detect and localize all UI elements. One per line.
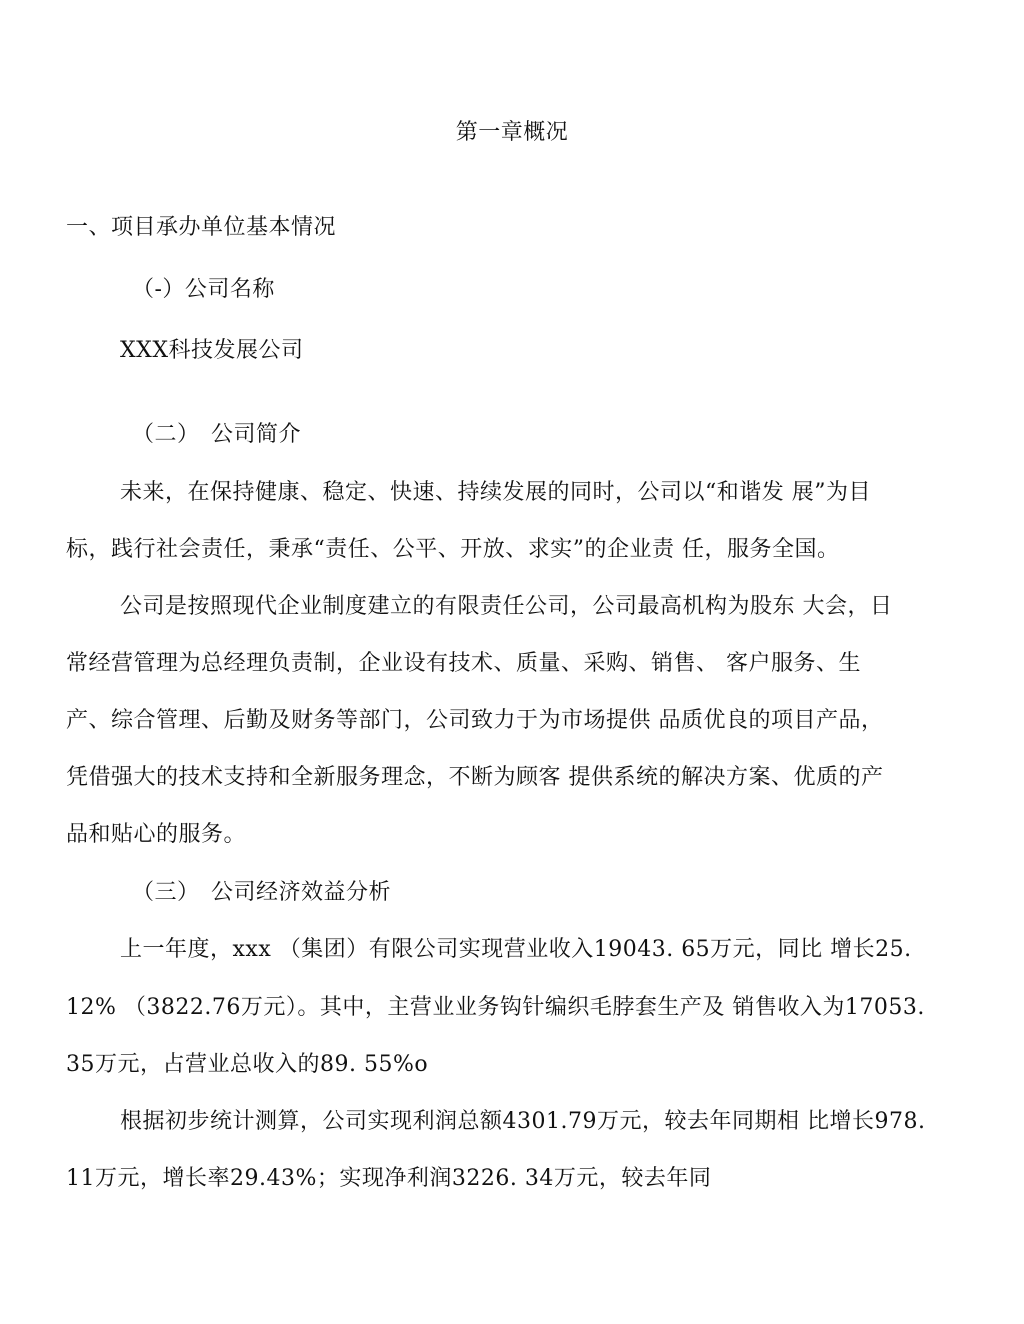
- paragraph-line: 常经营管理为总经理负责制，企业设有技术、质量、采购、销售、 客户服务、生: [66, 651, 861, 676]
- paragraph-line: 标，践行社会责任，秉承“责任、公平、开放、求实”的企业责 任，服务全国。: [66, 537, 840, 562]
- paragraph-line: 35万元，占营业总收入的89. 55%o: [66, 1052, 429, 1077]
- paragraph-line: 11万元，增长率29.43%；实现净利润3226. 34万元，较去年同: [66, 1166, 712, 1191]
- paragraph-line: 凭借强大的技术支持和全新服务理念，不断为顾客 提供系统的解决方案、优质的产: [66, 765, 884, 790]
- section-heading: 一、项目承办单位基本情况: [66, 215, 337, 240]
- subsection-heading-company-intro: （二） 公司简介: [132, 422, 302, 447]
- paragraph-line: 根据初步统计测算，公司实现利润总额4301.79万元，较去年同期相 比增长978.: [120, 1109, 926, 1134]
- company-name: XXX科技发展公司: [120, 338, 304, 363]
- paragraph-line: 公司是按照现代企业制度建立的有限责任公司，公司最高机构为股东 大会，日: [120, 594, 893, 619]
- paragraph-line: 产、综合管理、后勤及财务等部门，公司致力于为市场提供 品质优良的项目产品，: [66, 708, 884, 733]
- paragraph-line: 12% （3822.76万元）。其中，主营业业务钩针编织毛脖套生产及 销售收入为17053.: [66, 995, 925, 1020]
- paragraph-line: 上一年度，xxx （集团）有限公司实现营业收入19043. 65万元，同比 增长25.: [120, 937, 912, 962]
- chapter-title: 第一章概况: [455, 120, 569, 145]
- paragraph-line: 未来，在保持健康、稳定、快速、持续发展的同时，公司以“和谐发 展”为目: [120, 480, 871, 505]
- subsection-heading-economic-analysis: （三） 公司经济效益分析: [132, 880, 392, 905]
- paragraph-line: 品和贴心的服务。: [66, 822, 247, 847]
- subsection-heading-company-name: （-）公司名称: [132, 277, 275, 302]
